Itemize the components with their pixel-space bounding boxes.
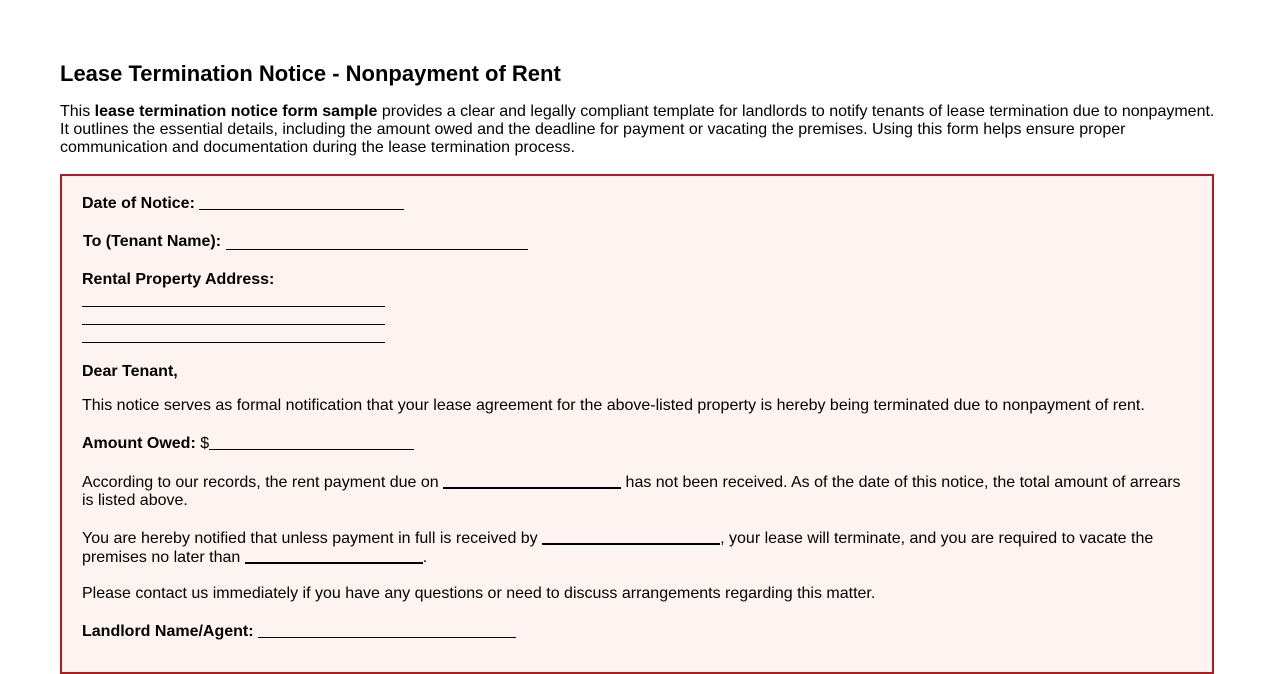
intro-bold-phrase: lease termination notice form sample: [94, 103, 378, 120]
tenant-name-field[interactable]: [226, 235, 528, 250]
landlord-name-field[interactable]: [258, 623, 516, 638]
salutation: Dear Tenant,: [82, 363, 178, 380]
tenant-name-label: To (Tenant Name):: [83, 233, 222, 250]
date-of-notice-label: Date of Notice:: [82, 195, 195, 212]
property-address-label: Rental Property Address:: [82, 271, 275, 288]
vacate-date-field[interactable]: [245, 548, 423, 564]
amount-owed-row: [82, 435, 414, 453]
date-of-notice-field[interactable]: [199, 195, 404, 210]
tenant-name-row: [83, 233, 528, 251]
landlord-name-label: Landlord Name/Agent:: [82, 623, 254, 640]
contact-statement: Please contact us immediately if you have any questions or need to discuss arrangements regarding this matter.: [82, 585, 876, 602]
payment-deadline-field[interactable]: [542, 529, 720, 545]
page-title: Lease Termination Notice - Nonpayment of Rent: [60, 61, 561, 86]
property-address-line-1[interactable]: [82, 306, 385, 307]
deadline-paragraph: You are hereby notified that unless payment in full is received by , your lease will terminate, and you are required to vacate the premises no later than .: [82, 530, 1154, 566]
landlord-name-row: [82, 623, 516, 641]
amount-owed-label: Amount Owed:: [82, 435, 196, 452]
property-address-line-3[interactable]: [82, 342, 385, 343]
records-paragraph: According to our records, the rent payment due on has not been received. As of the date of this notice, the total amount of arrears is listed above.: [82, 474, 1181, 509]
notice-form: [60, 174, 1214, 674]
rent-due-date-field[interactable]: [443, 473, 621, 489]
notice-statement: This notice serves as formal notification that your lease agreement for the above-listed property is hereby being terminated due to nonpayment of rent.: [82, 397, 1145, 414]
property-address-line-2[interactable]: [82, 324, 385, 325]
intro-paragraph: This lease termination notice form sample provides a clear and legally compliant template for landlords to notify tenants of lease termination due to nonpayment. It outlines the essential details, including the amount owed and the deadline for payment or vacating the premises. Using this form helps ensure proper communication and documentation during the lease termination process.: [60, 103, 1215, 156]
currency-symbol: $: [200, 435, 210, 452]
amount-owed-field[interactable]: [209, 435, 414, 450]
date-of-notice-row: [82, 195, 404, 213]
